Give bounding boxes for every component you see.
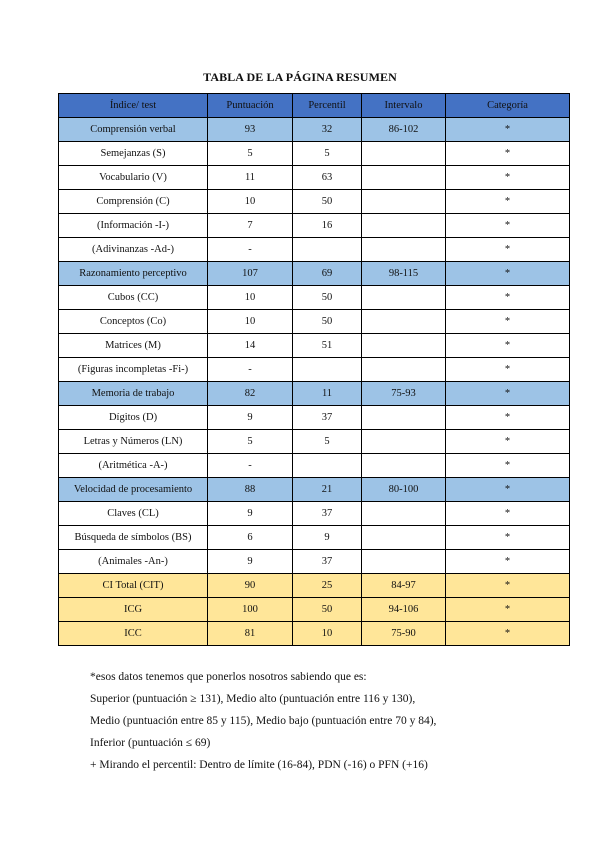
- cell-interval: [362, 406, 446, 430]
- table-row: [59, 142, 570, 166]
- cell-category: *: [446, 478, 570, 502]
- cell-index: (Figuras incompletas -Fi-): [59, 358, 208, 382]
- notes: [90, 666, 436, 776]
- table-row: [59, 622, 570, 646]
- cell-category: *: [446, 550, 570, 574]
- cell-interval: [362, 166, 446, 190]
- cell-index: Semejanzas (S): [59, 142, 208, 166]
- cell-score: 5: [208, 430, 293, 454]
- cell-score: 10: [208, 190, 293, 214]
- cell-index: CI Total (CIT): [59, 574, 208, 598]
- cell-score: 81: [208, 622, 293, 646]
- table-row: [59, 382, 570, 406]
- cell-percentile: [293, 238, 362, 262]
- cell-index: Letras y Números (LN): [59, 430, 208, 454]
- cell-score: 5: [208, 142, 293, 166]
- note-line: Superior (puntuación ≥ 131), Medio alto (puntuación entre 116 y 130),: [90, 693, 416, 705]
- cell-interval: [362, 190, 446, 214]
- cell-percentile: 37: [293, 502, 362, 526]
- table-row: [59, 214, 570, 238]
- cell-category: *: [446, 214, 570, 238]
- cell-percentile: 50: [293, 190, 362, 214]
- cell-score: 82: [208, 382, 293, 406]
- table-row: [59, 310, 570, 334]
- table-row: [59, 238, 570, 262]
- cell-category: *: [446, 502, 570, 526]
- cell-score: 90: [208, 574, 293, 598]
- cell-category: *: [446, 238, 570, 262]
- cell-category: *: [446, 382, 570, 406]
- cell-category: *: [446, 310, 570, 334]
- table-row: [59, 358, 570, 382]
- cell-interval: [362, 550, 446, 574]
- cell-category: *: [446, 574, 570, 598]
- cell-percentile: 5: [293, 430, 362, 454]
- cell-percentile: 50: [293, 286, 362, 310]
- cell-index: Matrices (M): [59, 334, 208, 358]
- cell-percentile: 25: [293, 574, 362, 598]
- cell-interval: 80-100: [362, 478, 446, 502]
- summary-table: [58, 93, 570, 646]
- table-row: [59, 262, 570, 286]
- cell-index: (Adivinanzas -Ad-): [59, 238, 208, 262]
- header-interval: Intervalo: [362, 94, 446, 118]
- cell-interval: 86-102: [362, 118, 446, 142]
- cell-index: Razonamiento perceptivo: [59, 262, 208, 286]
- cell-category: *: [446, 526, 570, 550]
- table-row: [59, 454, 570, 478]
- cell-score: 107: [208, 262, 293, 286]
- cell-interval: [362, 238, 446, 262]
- cell-interval: 98-115: [362, 262, 446, 286]
- cell-index: (Información -I-): [59, 214, 208, 238]
- cell-percentile: 9: [293, 526, 362, 550]
- cell-index: Dígitos (D): [59, 406, 208, 430]
- cell-category: *: [446, 358, 570, 382]
- cell-index: ICC: [59, 622, 208, 646]
- table-row: [59, 574, 570, 598]
- cell-interval: 75-90: [362, 622, 446, 646]
- cell-index: Conceptos (Co): [59, 310, 208, 334]
- cell-percentile: [293, 358, 362, 382]
- cell-category: *: [446, 286, 570, 310]
- cell-interval: [362, 214, 446, 238]
- cell-index: Vocabulario (V): [59, 166, 208, 190]
- cell-percentile: 63: [293, 166, 362, 190]
- table-row: [59, 430, 570, 454]
- cell-percentile: 11: [293, 382, 362, 406]
- header-percentile: Percentil: [293, 94, 362, 118]
- table-row: [59, 406, 570, 430]
- cell-interval: [362, 502, 446, 526]
- table-row: [59, 526, 570, 550]
- cell-index: (Aritmética -A-): [59, 454, 208, 478]
- cell-index: Comprensión verbal: [59, 118, 208, 142]
- cell-index: ICG: [59, 598, 208, 622]
- table-body: [59, 118, 570, 646]
- cell-score: 10: [208, 286, 293, 310]
- note-line: + Mirando el percentil: Dentro de límite (16-84), PDN (-16) o PFN (+16): [90, 759, 428, 771]
- table-row: [59, 502, 570, 526]
- table-row: [59, 166, 570, 190]
- cell-category: *: [446, 334, 570, 358]
- cell-percentile: 69: [293, 262, 362, 286]
- table-row: [59, 190, 570, 214]
- cell-interval: [362, 310, 446, 334]
- cell-score: -: [208, 358, 293, 382]
- cell-category: *: [446, 598, 570, 622]
- cell-index: (Animales -An-): [59, 550, 208, 574]
- page-title: TABLA DE LA PÁGINA RESUMEN: [203, 70, 397, 84]
- cell-score: 9: [208, 550, 293, 574]
- table-header-row: [59, 94, 570, 118]
- cell-percentile: 37: [293, 406, 362, 430]
- cell-interval: [362, 358, 446, 382]
- cell-interval: [362, 142, 446, 166]
- cell-score: 88: [208, 478, 293, 502]
- note-line: *esos datos tenemos que ponerlos nosotros sabiendo que es:: [90, 671, 367, 683]
- cell-index: Memoria de trabajo: [59, 382, 208, 406]
- cell-interval: 75-93: [362, 382, 446, 406]
- cell-percentile: 50: [293, 598, 362, 622]
- cell-score: 14: [208, 334, 293, 358]
- cell-interval: 84-97: [362, 574, 446, 598]
- cell-interval: [362, 430, 446, 454]
- table-row: [59, 334, 570, 358]
- cell-index: Claves (CL): [59, 502, 208, 526]
- header-index: Índice/ test: [59, 94, 208, 118]
- table-row: [59, 598, 570, 622]
- cell-score: 100: [208, 598, 293, 622]
- cell-score: -: [208, 238, 293, 262]
- cell-category: *: [446, 622, 570, 646]
- cell-interval: [362, 454, 446, 478]
- cell-category: *: [446, 142, 570, 166]
- cell-category: *: [446, 454, 570, 478]
- cell-interval: [362, 334, 446, 358]
- cell-percentile: 21: [293, 478, 362, 502]
- table-row: [59, 118, 570, 142]
- cell-category: *: [446, 190, 570, 214]
- note-line: Medio (puntuación entre 85 y 115), Medio bajo (puntuación entre 70 y 84),: [90, 715, 437, 727]
- cell-index: Velocidad de procesamiento: [59, 478, 208, 502]
- cell-percentile: 51: [293, 334, 362, 358]
- header-category: Categoría: [446, 94, 570, 118]
- table-row: [59, 286, 570, 310]
- header-score: Puntuación: [208, 94, 293, 118]
- cell-interval: [362, 286, 446, 310]
- cell-score: -: [208, 454, 293, 478]
- cell-index: Comprensión (C): [59, 190, 208, 214]
- cell-index: Cubos (CC): [59, 286, 208, 310]
- cell-percentile: 32: [293, 118, 362, 142]
- cell-percentile: 5: [293, 142, 362, 166]
- table-row: [59, 550, 570, 574]
- cell-percentile: [293, 454, 362, 478]
- cell-percentile: 37: [293, 550, 362, 574]
- cell-score: 11: [208, 166, 293, 190]
- table-row: [59, 478, 570, 502]
- cell-index: Búsqueda de símbolos (BS): [59, 526, 208, 550]
- cell-category: *: [446, 262, 570, 286]
- cell-category: *: [446, 118, 570, 142]
- cell-interval: [362, 526, 446, 550]
- cell-score: 6: [208, 526, 293, 550]
- cell-score: 10: [208, 310, 293, 334]
- cell-interval: 94-106: [362, 598, 446, 622]
- cell-score: 7: [208, 214, 293, 238]
- note-line: Inferior (puntuación ≤ 69): [90, 737, 211, 749]
- cell-category: *: [446, 406, 570, 430]
- cell-percentile: 16: [293, 214, 362, 238]
- cell-score: 93: [208, 118, 293, 142]
- cell-category: *: [446, 166, 570, 190]
- cell-percentile: 50: [293, 310, 362, 334]
- cell-percentile: 10: [293, 622, 362, 646]
- cell-score: 9: [208, 406, 293, 430]
- cell-score: 9: [208, 502, 293, 526]
- cell-category: *: [446, 430, 570, 454]
